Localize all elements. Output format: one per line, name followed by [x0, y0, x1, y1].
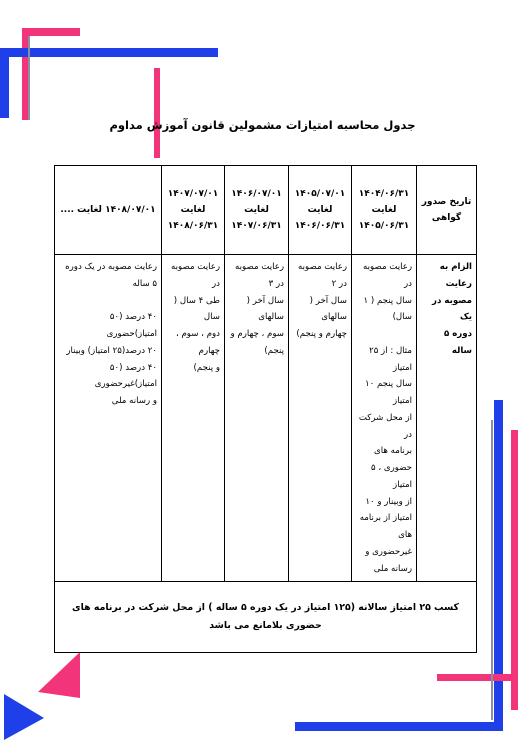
decor-bar-gray-right	[491, 420, 493, 720]
table-footer-row	[55, 582, 477, 653]
decor-triangles	[0, 640, 90, 750]
header-cell-period-5: ۱۴۰۸/۰۷/۰۱ لغایت ....	[55, 166, 162, 255]
decor-bar-pink-vertical	[154, 68, 160, 158]
decor-bar-pink-right	[511, 430, 518, 710]
cell-period-3: رعایت مصوبه در ۳ سال آخر ( سالهای سوم ، چهارم و پنجم)	[225, 255, 289, 582]
cell-period-4: رعایت مصوبه در طی ۴ سال ( سال دوم ، سوم ، چهارم و پنجم)	[162, 255, 225, 582]
decor-bar-blue-left	[0, 48, 9, 118]
decor-triangle-blue	[4, 694, 44, 740]
table-header-row	[55, 166, 477, 255]
header-cell-period-1: ۱۴۰۴/۰۶/۳۱ لغایت ۱۴۰۵/۰۶/۳۱	[352, 166, 417, 255]
decor-bar-pink-top	[22, 28, 80, 36]
points-table	[54, 165, 477, 653]
cell-period-1: رعایت مصوبه در سال پنجم ( ۱ سال) مثال : از ۲۵ امتیاز سال پنجم ۱۰ امتیاز از محل شرکت در برنامه های حضوری ، ۵ امتیاز از وبینار و ۱۰ امتیاز از برنامه های غیرحضوری و رسانه ملی	[352, 255, 417, 582]
header-cell-period-2: ۱۴۰۵/۰۷/۰۱ لغایت ۱۴۰۶/۰۶/۳۱	[289, 166, 352, 255]
table-row	[55, 255, 477, 582]
cell-period-2: رعایت مصوبه در ۲ سال آخر ( سالهای چهارم و پنجم)	[289, 255, 352, 582]
row-label: الزام به رعایت مصوبه در یک دوره ۵ ساله	[417, 255, 477, 582]
header-cell-issue-date: تاریخ صدور گواهی	[417, 166, 477, 255]
decor-bar-blue-top	[0, 48, 218, 57]
page-title: جدول محاسبه امتیازات مشمولین قانون آموزش مداوم	[109, 118, 416, 132]
cell-period-5: رعایت مصوبه در یک دوره ۵ ساله ۴۰ درصد (۵۰ امتیاز)حضوری ۲۰ درصد(۲۵ امتیاز) وبینار ۴۰ درصد (۵۰ امتیاز)غیرحضوری و رسانه ملی	[55, 255, 162, 582]
decor-bar-blue-bottom	[295, 722, 503, 731]
decor-bar-gray	[28, 36, 30, 120]
decor-triangle-pink	[38, 652, 80, 698]
header-cell-period-4: ۱۴۰۷/۰۷/۰۱ لغایت ۱۴۰۸/۰۶/۳۱	[162, 166, 225, 255]
footer-note: کسب ۲۵ امتیاز سالانه (۱۲۵ امتیاز در یک دوره ۵ ساله ) از محل شرکت در برنامه های حضوری بلامانع می باشد	[55, 582, 477, 653]
decor-bar-pink-bottom	[437, 674, 518, 681]
header-cell-period-3: ۱۴۰۶/۰۷/۰۱ لغایت ۱۴۰۷/۰۶/۳۱	[225, 166, 289, 255]
